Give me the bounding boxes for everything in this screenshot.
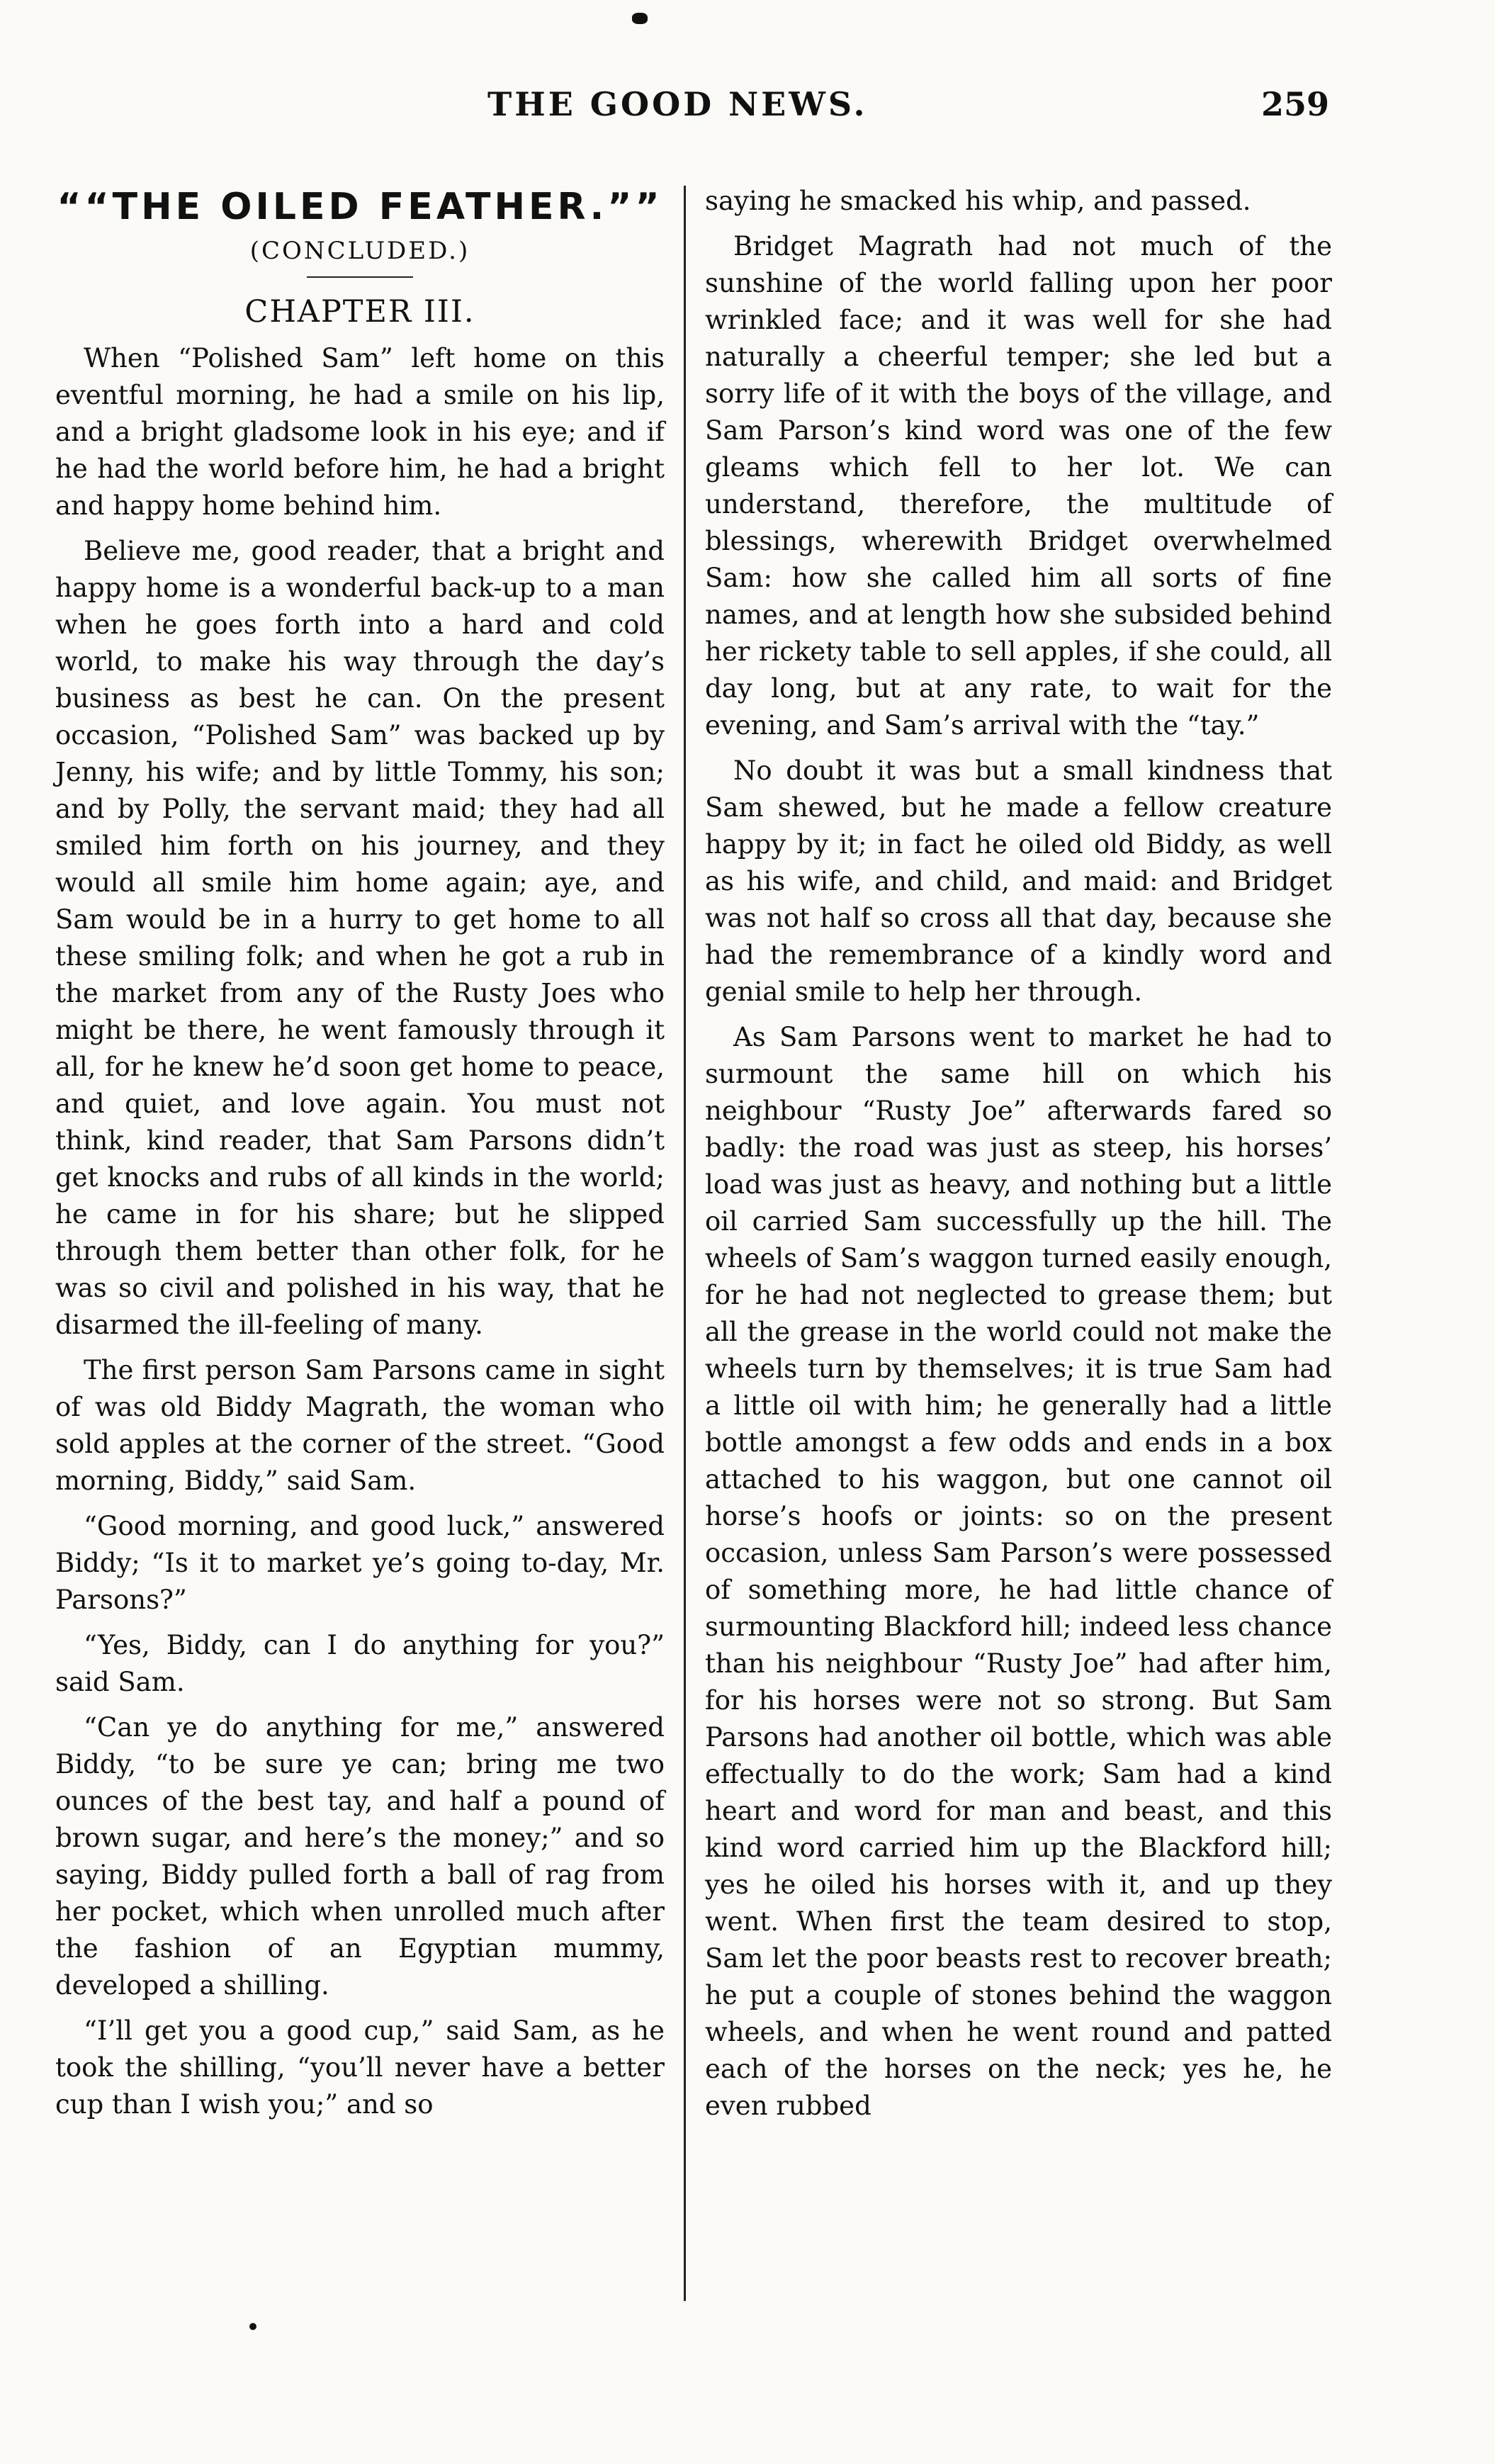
paragraph: “Good morning, and good luck,” answered Biddy; “Is it to market ye’s going to-day, Mr. Parsons?”: [55, 1511, 665, 1615]
ink-blot: [249, 2323, 256, 2330]
paragraph: Believe me, good reader, that a bright and happy home is a wonderful back-up to a man when he goes forth into a hard and cold world, to make his way through the day’s business as best he can. On the present occasion, “Polished Sam” was backed up by Jenny, his wife; and by little Tommy, his son; and by Polly, the servant maid; they had all smiled him forth on his journey, and they would all smile him home again; aye, and Sam would be in a hurry to get home to all these smiling folk; and when he got a rub in the market from any of the Rusty Joes who might be there, he went famously through it all, for he knew he’d soon get home to peace, and quiet, and love again. You must not think, kind reader, that Sam Parsons didn’t get knocks and rubs of all kinds in the world; he came in for his share; but he slipped through them better than other folk, for he was so civil and polished in his way, that he disarmed the ill-feeling of many.: [55, 536, 665, 1340]
paragraph: The first person Sam Parsons came in sight of was old Biddy Magrath, the woman who sold apples at the corner of the street. “Good morning, Biddy,” said Sam.: [55, 1355, 665, 1496]
column-divider: [684, 186, 686, 2301]
paragraph: “I’ll get you a good cup,” said Sam, as he took the shilling, “you’ll never have a better cup than I wish you;” and so: [55, 2015, 665, 2120]
paragraph: “Yes, Biddy, can I do anything for you?” said Sam.: [55, 1630, 665, 1697]
paragraph: When “Polished Sam” left home on this eventful morning, he had a smile on his lip, and a bright gladsome look in his eye; and if he had the world before him, he had a bright and happy home behind him.: [55, 343, 665, 521]
article-subtitle: (CONCLUDED.): [249, 237, 470, 265]
page-number: 259: [1261, 85, 1330, 123]
paragraph: Bridget Magrath had not much of the sunshine of the world falling upon her poor wrinkled face; and it was well for she had naturally a cheerful temper; she led but a sorry life of it with the boys of the village, and Sam Parson’s kind word was one of the few gleams which fell to her lot. We can understand, therefore, the multitude of blessings, wherewith Bridget overwhelmed Sam: how she called him all sorts of fine names, and at length how she subsided behind her rickety table to sell apples, if she could, all day long, but at any rate, to wait for the evening, and Sam’s arrival with the “tay.”: [705, 231, 1332, 741]
left-column: [55, 183, 665, 2132]
divider: [307, 276, 413, 278]
chapter-heading: CHAPTER III.: [244, 294, 475, 330]
right-column: [705, 183, 1332, 2133]
article-title: ““THE OILED FEATHER.””: [57, 186, 663, 228]
paragraph-continued: saying he smacked his whip, and passed.: [705, 186, 1251, 216]
paragraph: “Can ye do anything for me,” answered Biddy, “to be sure ye can; bring me two ounces of the best tay, and half a pound of brown sugar, and here’s the money;” and so saying, Biddy pulled forth a ball of rag from her pocket, which when unrolled much after the fashion of an Egyptian mummy, developed a shilling.: [55, 1712, 665, 2001]
page-header: [43, 85, 1353, 142]
running-title: THE GOOD NEWS.: [487, 85, 868, 123]
ink-blot: [632, 13, 648, 24]
paragraph: No doubt it was but a small kindness that Sam shewed, but he made a fellow creature happy by it; in fact he oiled old Biddy, as well as his wife, and child, and maid: and Bridget was not half so cross all that day, because she had the remembrance of a kindly word and genial smile to help her through.: [705, 755, 1332, 1007]
paragraph: As Sam Parsons went to market he had to surmount the same hill on which his neighbour “Rusty Joe” afterwards fared so badly: the road was just as steep, his horses’ load was just as heavy, and nothing but a little oil carried Sam successfully up the hill. The wheels of Sam’s waggon turned easily enough, for he had not neglected to grease them; but all the grease in the world could not make the wheels turn by themselves; it is true Sam had a little oil with him; he generally had a little bottle amongst a few odds and ends in a box attached to his waggon, but one cannot oil horse’s hoofs or joints: so on the present occasion, unless Sam Parson’s were possessed of something more, he had little chance of surmounting Blackford hill; indeed less chance than his neighbour “Rusty Joe” had after him, for his horses were not so strong. But Sam Parsons had another oil bottle, which was able effectually to do the work; Sam had a kind heart and word for man and beast, and this kind word carried him up the Blackford hill; yes he oiled his horses with it, and up they went. When first the team desired to stop, Sam let the poor beasts rest to recover breath; he put a couple of stones behind the waggon wheels, and when he went round and patted each of the horses on the neck; yes he, he even rubbed: [705, 1022, 1332, 2121]
